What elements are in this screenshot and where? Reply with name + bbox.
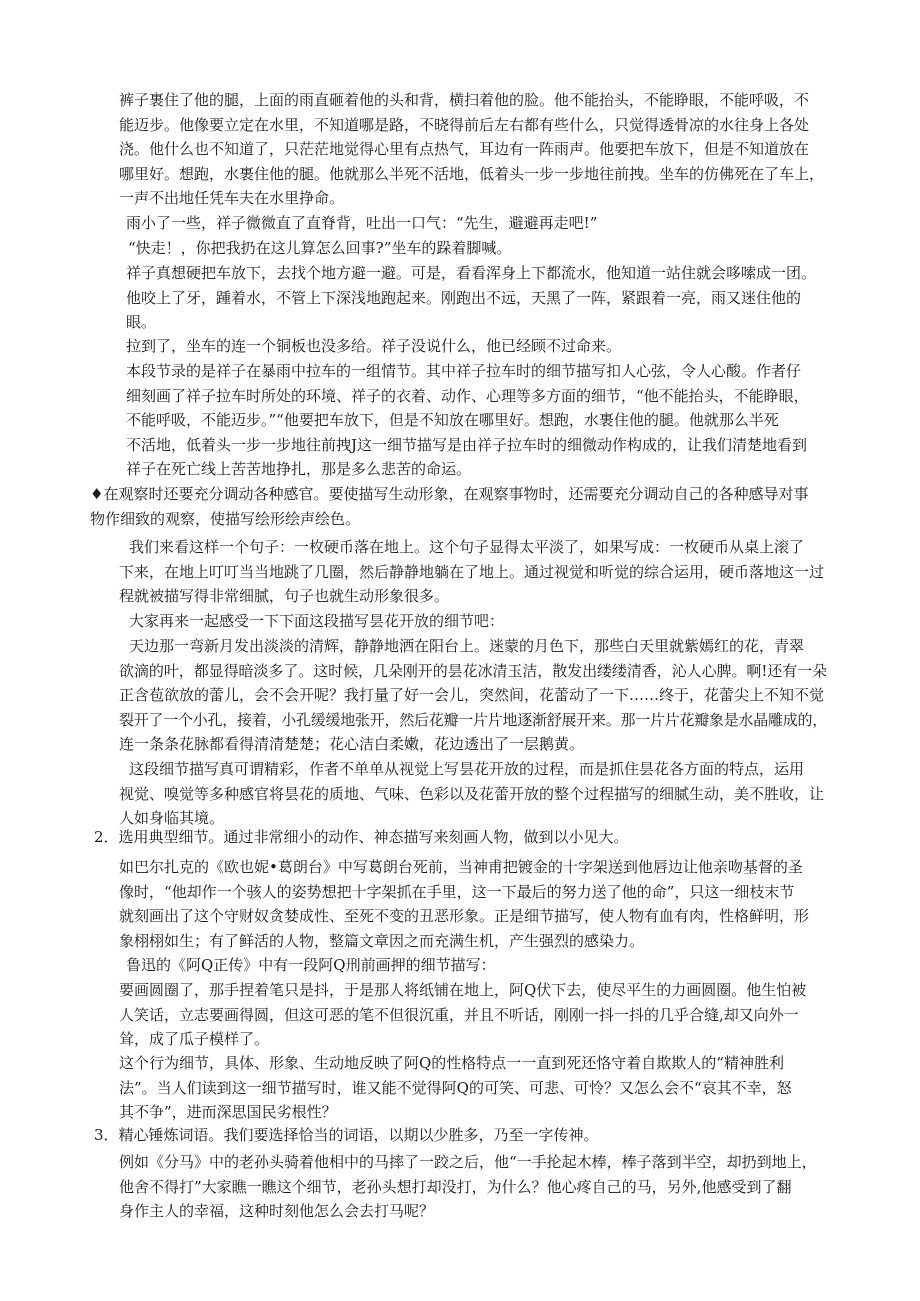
text-line: 人如身临其境。	[119, 809, 225, 828]
text-line: 浇。他什么也不知道了，只茫茫地觉得心里有点热气，耳边有一阵雨声。他要把车放下，但是不知道放在	[119, 140, 810, 159]
text-line: 一声不出地任凭车夫在水里挣命。	[119, 189, 345, 208]
text-line: 耸，成了瓜子模样了。	[119, 1030, 270, 1049]
text-line: 这个行为细节，具体、形象、生动地反映了阿Q的性格特点一一直到死还恪守着自欺欺人的“精神胜利	[119, 1054, 784, 1072]
text-line: 天边那一弯新月发出淡淡的清辉，静静地洒在阳台上。迷蒙的月色下，那些白天里就紫嫣红的花，青翠	[129, 637, 805, 655]
paragraph-tanhua-intro	[119, 609, 819, 634]
text-line: 细刻画了祥子拉车时所处的环境、祥子的衣着、动作、心理等多方面的细节，“他不能抬头，不能睁眼，	[126, 386, 809, 405]
text-line: 2．选用典型细节。通过非常细小的动作、神态描写来刻画人物，做到以小见大。	[94, 828, 629, 846]
heading-point-2	[94, 825, 814, 850]
paragraph-rain-scene	[119, 88, 825, 211]
text-line: 拉到了，坐车的连一个铜板也没多给。祥子没说什么，他已经顾不过命来。	[126, 337, 622, 355]
paragraph-balzac	[119, 855, 827, 953]
heading-point-3	[94, 1123, 814, 1148]
text-line: “快走！，你把我扔在这儿算怎么回事?”坐车的跺着脚喊。	[128, 239, 512, 257]
text-line: 大家再来一起感受一下下面这段描写昙花开放的细节吧：	[129, 612, 505, 630]
text-line: 法”。当人们读到这一细节描写时，谁又能不觉得阿Q的可笑、可悲、可怜？又怎么会不“哀其不幸，怒	[119, 1078, 792, 1097]
paragraph-tanhua-analysis	[119, 757, 827, 831]
text-line: 祥子真想硬把车放下，去找个地方避一避。可是，看看浑身上下都流水，他知道一站住就会哆嗦成一团。	[126, 264, 817, 282]
text-line: 视觉、嗅觉等多种感官将昙花的质地、气味、色彩以及花蕾开放的整个过程描写的细腻生动，美不胜收，让	[119, 784, 825, 803]
text-line: 人笑话，立志要画得圆，但这可恶的笔不但很沉重，并且不听话，刚刚一抖一抖的几乎合缝,却又向外一	[119, 1005, 799, 1024]
paragraph-dialogue-1	[126, 211, 826, 236]
text-line: 眼。	[126, 313, 157, 332]
text-line: 3．精心锤炼词语。我们要选择恰当的词语，以期以少胜多，乃至一字传神。	[94, 1126, 599, 1144]
paragraph-coin	[119, 535, 825, 609]
text-line: 程就被描写得非常细腻，句子也就生动形象很多。	[119, 587, 450, 606]
text-line: 正含苞欲放的蕾儿，会不会开呢？我打量了好一会儿，突然间，花蕾动了一下……终于，花蕾尖上不知不觉	[119, 686, 825, 705]
text-line: 连一条条花脉都看得清清楚楚；花心洁白柔嫩，花边透出了一层鹅黄。	[119, 735, 585, 754]
paragraph-tanhua	[119, 634, 827, 757]
text-line: 物作细致的观察，使描写绘形绘声绘色。	[90, 509, 361, 528]
paragraph-xiangzi-runs	[126, 261, 834, 335]
text-line: 就刻画出了这个守财奴贪婪成性、至死不变的丑恶形象。正是细节描写，使人物有血有肉，性格鲜明，形	[119, 907, 810, 926]
text-line: 哪里好。想跑，水裹住他的腿。他就那么半死不活地，低着头一步一步地往前拽。坐车的仿佛死在了车上，	[119, 164, 825, 183]
text-line: 祥子在死亡线上苦苦地挣扎，那是多么悲苦的命运。	[126, 460, 472, 479]
text-line: 欲滴的叶，都显得暗淡多了。这时候，几朵刚开的昙花冰清玉洁，散发出缕缕清香，沁人心脾。啊!还有一朵	[119, 661, 828, 680]
text-line: 如巴尔扎克的《欧也妮•葛朗台》中写葛朗台死前，当神甫把镀金的十字架送到他唇边让他亲吻基督的圣	[119, 858, 803, 876]
text-line: 本段节录的是祥子在暴雨中拉车的一组情节。其中祥子拉车时的细节描写扣人心弦，令人心酸。作者仔	[126, 362, 802, 380]
text-line: 裂开了一个小孔，接着，小孔缓缓地张开，然后花瓣一片片地逐渐舒展开来。那一片片花瓣象是水晶雕成的，	[119, 710, 828, 729]
text-line: 他咬上了牙，踵着水，不管上下深浅地跑起来。刚跑出不远，天黑了一阵，紧跟着一亮，雨又迷住他的	[126, 288, 802, 307]
paragraph-arrived	[126, 334, 826, 359]
text-line: 裤子裹住了他的腿，上面的雨直砸着他的头和背，横扫着他的脸。他不能抬头，不能睁眼，不能呼吸，不	[119, 91, 810, 109]
text-line: 象栩栩如生；有了鲜活的人物，整篇文章因之而充满生机，产生强烈的感染力。	[119, 931, 645, 950]
text-line: 身作主人的幸福，这种时刻他怎么会去打马呢？	[119, 1202, 435, 1221]
text-line: 能迈步。他像要立定在水里，不知道哪是路，不晓得前后左右都有些什么，只觉得透骨凉的水往身上各处	[119, 115, 810, 134]
paragraph-fenma	[119, 1150, 827, 1224]
text-line: 不能呼吸，不能迈步。”“他要把车放下，但是不知放在哪里好。想跑，水裹住他的腿。他就那么半死	[126, 411, 779, 430]
text-line: 鲁迅的《阿Q正传》中有一段阿Q刑前画押的细节描写：	[126, 956, 496, 974]
text-line: 要画圆圈了，那手捏着笔只是抖，于是那人将纸铺在地上，阿Q伏下去，使尽平生的力画圆圈。他生怕被	[119, 981, 807, 999]
text-line: 不活地，低着头一步一步地往前拽J这一细节描写是由祥子拉车时的细微动作构成的，让我们清楚地看到	[126, 435, 808, 454]
paragraph-dialogue-2	[128, 236, 828, 261]
text-line: 这段细节描写真可谓精彩，作者不单单从视觉上写昙花开放的过程，而是抓住昙花各方面的特点，运用	[129, 760, 805, 778]
text-line: 例如《分马》中的老孙头骑着他相中的马摔了一跤之后，他“一手抡起木棒，棒子落到半空，却扔到地上，	[119, 1153, 817, 1171]
text-line: ♦在观察时还要充分调动各种感官。要使描写生动形象，在观察事物时，还需要充分调动自己的各种感导对事	[90, 485, 809, 503]
paragraph-senses-bullet	[90, 482, 820, 531]
text-line: 我们来看这样一个句子：一枚硬币落在地上。这个句子显得太平淡了，如果写成：一枚硬币从桌上滚了	[129, 538, 805, 556]
paragraph-ahq-intro	[126, 953, 826, 978]
paragraph-analysis-xiangzi	[126, 359, 832, 482]
paragraph-ahq-analysis	[119, 1051, 827, 1125]
text-line: 他舍不得打”大家瞧一瞧这个细节，老孙头想打却没打，为什么？他心疼自己的马，另外,他感受到了翻	[119, 1177, 792, 1196]
paragraph-ahq-scene	[119, 978, 827, 1052]
text-line: 像时，“他却作一个骇人的姿势想把十字架抓在手里，这一下最后的努力送了他的命”，只这一细枝末节	[119, 882, 795, 901]
text-line: 其不争”，进而深思国民劣根性？	[119, 1103, 337, 1122]
text-line: 下来，在地上叮叮当当地跳了几圈，然后静静地躺在了地上。通过视觉和听觉的综合运用，硬币落地这一过	[119, 562, 825, 581]
text-line: 雨小了一些，祥子微微直了直脊背，吐出一口气：“先生，避避再走吧!”	[126, 214, 598, 232]
